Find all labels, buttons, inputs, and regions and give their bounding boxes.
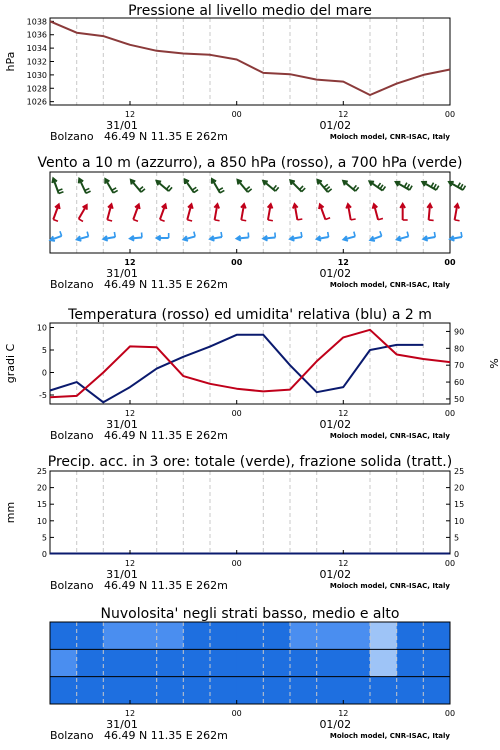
- wind-barb-feather-700: [460, 184, 463, 188]
- cloud-cell-basso: [77, 677, 104, 705]
- cloud-cell-alto: [237, 622, 264, 650]
- cloud-panel: [50, 606, 455, 742]
- wind-barb-feather-700: [326, 187, 330, 190]
- wind-barb-feather-700: [194, 190, 198, 193]
- cloud-cell-medio: [343, 649, 370, 677]
- date-label: 31/01: [106, 418, 138, 431]
- date-label: 31/01: [106, 119, 138, 132]
- date-label: 31/01: [106, 267, 138, 280]
- wind-barb-feather-700: [59, 192, 64, 194]
- wind-barb-feather-700: [169, 187, 172, 191]
- wind-barb-feather-700: [404, 183, 407, 187]
- credit-label: Moloch model, CNR-ISAC, Italy: [329, 133, 450, 141]
- time-tick-label: 12: [124, 258, 136, 267]
- wind-barb-feather-700: [324, 184, 328, 187]
- time-tick-label: 12: [338, 559, 349, 568]
- cloud-cell-alto: [77, 622, 104, 650]
- cloud-cell-basso: [130, 677, 157, 705]
- cloud-cell-alto: [263, 622, 290, 650]
- credit-label: Moloch model, CNR-ISAC, Italy: [329, 281, 450, 289]
- wind-barb-feather-700: [220, 190, 224, 193]
- wind-barb-700: [238, 180, 248, 192]
- time-tick-label: 00: [444, 409, 456, 418]
- cloud-cell-alto: [130, 622, 157, 650]
- wind-barb-feather-850: [325, 218, 330, 220]
- date-label: 31/01: [106, 718, 138, 731]
- wind-barb-feather-700: [380, 185, 383, 189]
- temp-ytick-label: -5: [39, 391, 47, 400]
- wind-barb-feather-700: [463, 186, 466, 190]
- cloud-cell-alto: [370, 622, 397, 650]
- precip-ytick-label: 10: [36, 516, 47, 526]
- precip-frame: [50, 471, 450, 554]
- wind-barb-feather-850: [241, 220, 246, 221]
- wind-barb-feather-10m: [434, 232, 435, 237]
- date-label: 01/02: [319, 267, 352, 280]
- coords-label: 46.49 N 11.35 E 262m: [104, 278, 228, 291]
- coords-label: 46.49 N 11.35 E 262m: [104, 579, 228, 592]
- credit-label: Moloch model, CNR-ISAC, Italy: [329, 732, 450, 740]
- cloud-cell-medio: [237, 649, 264, 677]
- wind-barb-feather-700: [353, 185, 356, 189]
- time-tick-label: 12: [338, 409, 349, 418]
- wind-barb-feather-850: [79, 219, 83, 222]
- wind-barb-feather-700: [141, 189, 145, 192]
- rh-ytick-label: 90: [454, 327, 465, 337]
- wind-barb-feather-700: [86, 191, 91, 193]
- station-label: Bolzano: [50, 130, 94, 143]
- pressure-ytick-label: 1034: [26, 44, 47, 54]
- wind-barb-feather-700: [219, 188, 223, 191]
- wind-barb-700: [290, 180, 301, 191]
- precip-ytick-label: 0: [41, 550, 47, 559]
- cloud-cell-basso: [183, 677, 210, 705]
- cloud-cell-basso: [103, 677, 130, 705]
- coords-label: 46.49 N 11.35 E 262m: [104, 429, 228, 442]
- precip-right-ytick-label: 15: [454, 500, 465, 510]
- precip-ytick-label: 25: [36, 467, 47, 476]
- cloud-cell-basso: [423, 677, 450, 705]
- credit-label: Moloch model, CNR-ISAC, Italy: [329, 582, 450, 590]
- wind-barb-feather-850: [107, 220, 112, 221]
- precip-right-ytick-label: 10: [454, 516, 465, 526]
- precip-ytick-label: 15: [36, 500, 47, 510]
- time-tick-label: 00: [444, 559, 456, 568]
- temp-ytick-label: 10: [36, 323, 47, 333]
- wind-barb-feather-700: [246, 187, 250, 190]
- temp-title: Temperatura (rosso) ed umidita' relativa (blu) a 2 m: [68, 307, 432, 323]
- cloud-cell-alto: [343, 622, 370, 650]
- wind-barb-feather-700: [300, 186, 304, 190]
- cloud-cell-medio: [370, 649, 397, 677]
- wind-barb-feather-850: [215, 220, 220, 221]
- cloud-cell-alto: [157, 622, 184, 650]
- cloud-cell-medio: [397, 649, 424, 677]
- pressure-line: [50, 21, 450, 95]
- cloud-cell-basso: [237, 677, 264, 705]
- temp-panel: [4, 307, 500, 442]
- time-tick-label: 12: [124, 559, 136, 568]
- station-label: Bolzano: [50, 429, 94, 442]
- wind-barb-feather-850: [455, 220, 460, 221]
- station-label: Bolzano: [50, 729, 94, 742]
- time-tick-label: 00: [231, 258, 243, 267]
- pressure-frame: [50, 18, 450, 105]
- cloud-cell-basso: [157, 677, 184, 705]
- pressure-ytick-label: 1038: [26, 17, 47, 27]
- wind-barb-feather-700: [410, 186, 413, 190]
- cloud-cell-alto: [290, 622, 317, 650]
- rh-ytick-label: 70: [454, 361, 465, 371]
- cloud-cell-medio: [50, 649, 77, 677]
- station-label: Bolzano: [50, 579, 94, 592]
- wind-barb-feather-700: [166, 185, 169, 189]
- credit-label: Moloch model, CNR-ISAC, Italy: [329, 432, 450, 440]
- date-label: 01/02: [319, 568, 352, 581]
- cloud-cell-basso: [290, 677, 317, 705]
- temp-ylabel: gradi C: [4, 343, 17, 384]
- cloud-cell-basso: [210, 677, 237, 705]
- wind-barb-feather-700: [431, 183, 434, 187]
- cloud-cell-medio: [210, 649, 237, 677]
- wind-barb-feather-850: [351, 219, 356, 220]
- wind-barb-feather-10m: [221, 232, 222, 237]
- wind-barb-feather-700: [275, 187, 278, 191]
- time-tick-label: 12: [124, 709, 136, 718]
- cloud-title: Nuvolosita' negli strati basso, medio e alto: [100, 606, 400, 622]
- wind-barb-feather-850: [133, 220, 138, 222]
- pressure-ytick-label: 1036: [26, 30, 47, 40]
- precip-right-ytick-label: 20: [454, 483, 465, 493]
- pressure-ytick-label: 1030: [26, 70, 47, 80]
- wind-barb-feather-850: [297, 219, 302, 220]
- precip-panel: [4, 454, 464, 592]
- precip-ytick-label: 5: [41, 533, 47, 543]
- wind-barb-feather-850: [187, 220, 192, 221]
- rh-ytick-label: 60: [454, 378, 465, 388]
- time-tick-label: 00: [444, 258, 456, 267]
- rh-ytick-label: 50: [454, 394, 465, 404]
- wind-barb-feather-700: [58, 189, 63, 191]
- wind-panel: [37, 155, 465, 291]
- temp-ytick-label: 0: [41, 368, 47, 378]
- wind-barb-feather-700: [273, 185, 276, 189]
- date-label: 01/02: [319, 418, 352, 431]
- wind-barb-feather-10m: [461, 232, 462, 237]
- cloud-cell-alto: [103, 622, 130, 650]
- time-tick-label: 12: [124, 409, 136, 418]
- wind-barb-feather-700: [355, 187, 358, 191]
- wind-barb-feather-700: [192, 187, 196, 190]
- time-tick-label: 00: [231, 110, 242, 119]
- wind-barb-feather-700: [436, 186, 439, 190]
- time-tick-label: 12: [124, 110, 136, 119]
- cloud-cell-alto: [397, 622, 424, 650]
- wind-barb-feather-700: [458, 183, 461, 187]
- pressure-ytick-label: 1026: [26, 97, 47, 107]
- wind-barb-feather-700: [302, 188, 306, 192]
- wind-barb-feather-850: [268, 220, 273, 221]
- cloud-cell-alto: [317, 622, 344, 650]
- cloud-cell-alto: [423, 622, 450, 650]
- cloud-cell-medio: [77, 649, 104, 677]
- cloud-cell-alto: [183, 622, 210, 650]
- pressure-ylabel: hPa: [4, 51, 17, 72]
- time-tick-label: 00: [231, 559, 242, 568]
- wind-barb-feather-10m: [114, 232, 115, 237]
- cloud-cell-alto: [50, 622, 77, 650]
- time-tick-label: 00: [444, 110, 456, 119]
- precip-ytick-label: 20: [36, 483, 47, 493]
- coords-label: 46.49 N 11.35 E 262m: [104, 729, 228, 742]
- rh-ytick-label: 80: [454, 344, 465, 354]
- wind-barb-feather-700: [112, 188, 116, 191]
- wind-barb-feather-10m: [328, 232, 329, 237]
- wind-barb-feather-10m: [380, 231, 382, 236]
- precip-right-ytick-label: 5: [454, 533, 460, 543]
- precip-ylabel: mm: [4, 501, 17, 524]
- wind-barb-feather-10m: [301, 232, 302, 237]
- cloud-cell-medio: [157, 649, 184, 677]
- wind-barb-feather-700: [407, 184, 410, 188]
- temperature-line: [50, 330, 450, 398]
- cloud-cell-basso: [317, 677, 344, 705]
- precip-right-ytick-label: 0: [454, 550, 460, 559]
- cloud-cell-medio: [183, 649, 210, 677]
- cloud-cell-medio: [263, 649, 290, 677]
- pressure-panel: [4, 3, 455, 143]
- wind-barb-feather-850: [53, 220, 58, 222]
- precip-title: Precip. acc. in 3 ore: totale (verde), frazione solida (tratt.): [47, 454, 453, 470]
- cloud-cell-medio: [103, 649, 130, 677]
- time-tick-label: 12: [338, 709, 349, 718]
- cloud-cell-basso: [370, 677, 397, 705]
- cloud-cell-medio: [317, 649, 344, 677]
- time-tick-label: 00: [231, 409, 242, 418]
- wind-barb-feather-850: [160, 220, 165, 222]
- cloud-cell-basso: [343, 677, 370, 705]
- time-tick-label: 00: [231, 709, 242, 718]
- coords-label: 46.49 N 11.35 E 262m: [104, 130, 228, 143]
- wind-barb-feather-700: [434, 184, 437, 188]
- cloud-cell-alto: [210, 622, 237, 650]
- time-tick-label: 00: [444, 709, 456, 718]
- wind-barb-feather-700: [113, 190, 117, 193]
- wind-barb-feather-700: [85, 188, 90, 190]
- temp-ytick-label: 5: [41, 346, 47, 355]
- wind-barb-700: [131, 180, 141, 192]
- date-label: 01/02: [319, 718, 352, 731]
- wind-barb-feather-10m: [60, 231, 62, 236]
- cloud-cell-medio: [130, 649, 157, 677]
- cloud-cell-medio: [290, 649, 317, 677]
- pressure-ytick-label: 1028: [26, 84, 47, 94]
- wind-barb-feather-700: [328, 189, 332, 192]
- rh-ylabel: %: [487, 358, 500, 369]
- wind-barb-feather-700: [383, 186, 386, 190]
- date-label: 01/02: [319, 119, 352, 132]
- pressure-ytick-label: 1032: [26, 57, 47, 67]
- wind-barb-feather-700: [139, 187, 143, 190]
- time-tick-label: 12: [337, 258, 349, 267]
- wind-title: Vento a 10 m (azzurro), a 850 hPa (rosso), a 700 hPa (verde): [37, 155, 463, 171]
- date-label: 31/01: [106, 568, 138, 581]
- pressure-title: Pressione al livello medio del mare: [128, 3, 372, 19]
- cloud-cell-medio: [423, 649, 450, 677]
- cloud-cell-basso: [263, 677, 290, 705]
- time-tick-label: 12: [338, 110, 349, 119]
- wind-barb-feather-700: [248, 189, 252, 192]
- station-label: Bolzano: [50, 278, 94, 291]
- cloud-cell-basso: [50, 677, 77, 705]
- precip-right-ytick-label: 25: [454, 467, 465, 476]
- wind-barb-feather-700: [378, 183, 381, 187]
- cloud-cell-basso: [397, 677, 424, 705]
